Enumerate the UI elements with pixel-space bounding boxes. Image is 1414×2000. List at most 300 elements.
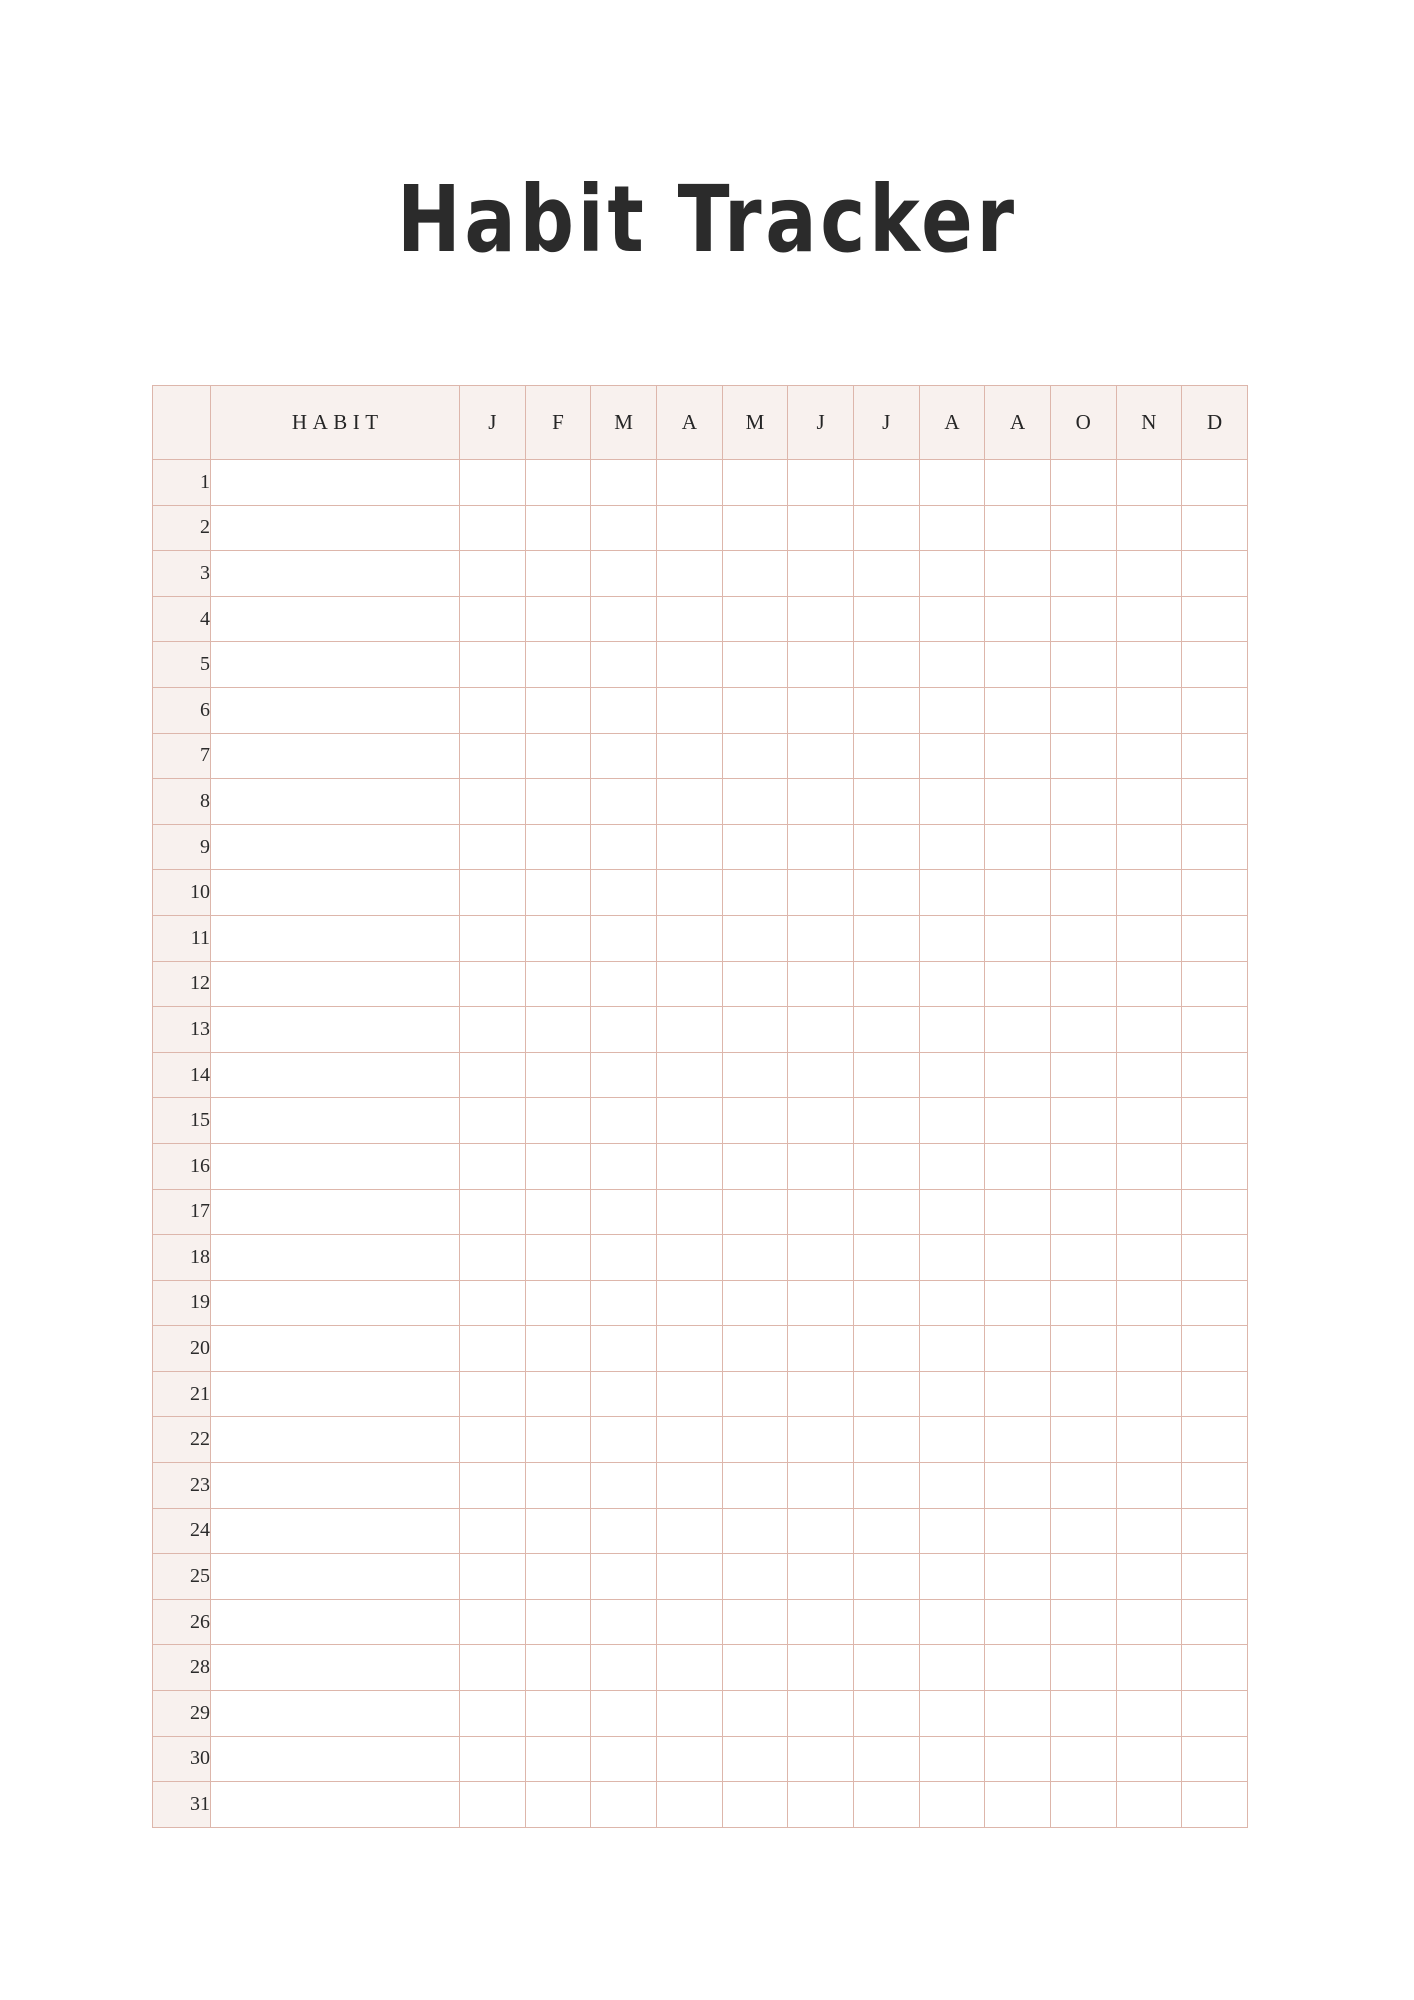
habit-check-cell[interactable] xyxy=(985,1098,1051,1144)
habit-check-cell[interactable] xyxy=(788,779,854,825)
habit-check-cell[interactable] xyxy=(853,1098,919,1144)
habit-check-cell[interactable] xyxy=(853,961,919,1007)
habit-check-cell[interactable] xyxy=(1050,1143,1116,1189)
habit-check-cell[interactable] xyxy=(1050,915,1116,961)
habit-check-cell[interactable] xyxy=(853,551,919,597)
habit-check-cell[interactable] xyxy=(656,915,722,961)
habit-check-cell[interactable] xyxy=(1182,687,1248,733)
habit-check-cell[interactable] xyxy=(919,915,985,961)
habit-name-input-cell[interactable] xyxy=(211,961,460,1007)
habit-check-cell[interactable] xyxy=(788,1189,854,1235)
habit-check-cell[interactable] xyxy=(460,1052,526,1098)
habit-check-cell[interactable] xyxy=(722,505,788,551)
habit-check-cell[interactable] xyxy=(656,687,722,733)
habit-check-cell[interactable] xyxy=(591,1280,657,1326)
habit-check-cell[interactable] xyxy=(1050,1463,1116,1509)
habit-check-cell[interactable] xyxy=(985,1736,1051,1782)
habit-name-input-cell[interactable] xyxy=(211,1554,460,1600)
habit-check-cell[interactable] xyxy=(722,779,788,825)
habit-check-cell[interactable] xyxy=(985,1143,1051,1189)
habit-check-cell[interactable] xyxy=(525,505,591,551)
habit-check-cell[interactable] xyxy=(591,1326,657,1372)
habit-check-cell[interactable] xyxy=(1182,460,1248,506)
habit-check-cell[interactable] xyxy=(460,1645,526,1691)
habit-check-cell[interactable] xyxy=(656,1189,722,1235)
habit-check-cell[interactable] xyxy=(985,596,1051,642)
habit-check-cell[interactable] xyxy=(591,1052,657,1098)
habit-check-cell[interactable] xyxy=(919,551,985,597)
habit-check-cell[interactable] xyxy=(985,1235,1051,1281)
habit-check-cell[interactable] xyxy=(985,1463,1051,1509)
habit-check-cell[interactable] xyxy=(460,1189,526,1235)
habit-check-cell[interactable] xyxy=(591,1463,657,1509)
habit-check-cell[interactable] xyxy=(985,1508,1051,1554)
habit-check-cell[interactable] xyxy=(853,1052,919,1098)
habit-check-cell[interactable] xyxy=(919,1599,985,1645)
habit-check-cell[interactable] xyxy=(1182,779,1248,825)
habit-check-cell[interactable] xyxy=(1050,1098,1116,1144)
habit-check-cell[interactable] xyxy=(1182,1280,1248,1326)
habit-check-cell[interactable] xyxy=(525,687,591,733)
habit-check-cell[interactable] xyxy=(985,1782,1051,1828)
habit-check-cell[interactable] xyxy=(460,1463,526,1509)
habit-check-cell[interactable] xyxy=(525,1599,591,1645)
habit-check-cell[interactable] xyxy=(591,1417,657,1463)
habit-check-cell[interactable] xyxy=(525,1463,591,1509)
habit-check-cell[interactable] xyxy=(460,824,526,870)
habit-name-input-cell[interactable] xyxy=(211,505,460,551)
habit-check-cell[interactable] xyxy=(1182,733,1248,779)
habit-check-cell[interactable] xyxy=(460,1554,526,1600)
habit-check-cell[interactable] xyxy=(591,779,657,825)
habit-check-cell[interactable] xyxy=(1050,1554,1116,1600)
habit-name-input-cell[interactable] xyxy=(211,1098,460,1144)
habit-check-cell[interactable] xyxy=(1182,1645,1248,1691)
habit-check-cell[interactable] xyxy=(525,460,591,506)
habit-check-cell[interactable] xyxy=(460,1417,526,1463)
habit-name-input-cell[interactable] xyxy=(211,1235,460,1281)
habit-check-cell[interactable] xyxy=(1050,1691,1116,1737)
habit-check-cell[interactable] xyxy=(919,779,985,825)
habit-check-cell[interactable] xyxy=(591,1508,657,1554)
habit-check-cell[interactable] xyxy=(656,1326,722,1372)
habit-check-cell[interactable] xyxy=(853,1007,919,1053)
habit-check-cell[interactable] xyxy=(591,460,657,506)
habit-check-cell[interactable] xyxy=(788,824,854,870)
habit-name-input-cell[interactable] xyxy=(211,1371,460,1417)
habit-check-cell[interactable] xyxy=(1116,687,1182,733)
habit-check-cell[interactable] xyxy=(853,824,919,870)
habit-check-cell[interactable] xyxy=(525,1143,591,1189)
habit-check-cell[interactable] xyxy=(919,1098,985,1144)
habit-name-input-cell[interactable] xyxy=(211,642,460,688)
habit-check-cell[interactable] xyxy=(460,460,526,506)
habit-check-cell[interactable] xyxy=(985,1189,1051,1235)
habit-check-cell[interactable] xyxy=(1116,1463,1182,1509)
habit-check-cell[interactable] xyxy=(1050,460,1116,506)
habit-check-cell[interactable] xyxy=(656,551,722,597)
habit-check-cell[interactable] xyxy=(1116,824,1182,870)
habit-check-cell[interactable] xyxy=(722,1691,788,1737)
habit-check-cell[interactable] xyxy=(460,1326,526,1372)
habit-check-cell[interactable] xyxy=(985,1691,1051,1737)
habit-check-cell[interactable] xyxy=(788,1508,854,1554)
habit-name-input-cell[interactable] xyxy=(211,1417,460,1463)
habit-check-cell[interactable] xyxy=(460,1098,526,1144)
habit-check-cell[interactable] xyxy=(1182,824,1248,870)
habit-check-cell[interactable] xyxy=(919,1736,985,1782)
habit-check-cell[interactable] xyxy=(919,870,985,916)
habit-check-cell[interactable] xyxy=(1116,596,1182,642)
habit-check-cell[interactable] xyxy=(919,1235,985,1281)
habit-check-cell[interactable] xyxy=(985,824,1051,870)
habit-check-cell[interactable] xyxy=(919,1189,985,1235)
habit-check-cell[interactable] xyxy=(1116,1736,1182,1782)
habit-check-cell[interactable] xyxy=(985,1007,1051,1053)
habit-check-cell[interactable] xyxy=(788,961,854,1007)
habit-check-cell[interactable] xyxy=(525,1417,591,1463)
habit-check-cell[interactable] xyxy=(591,1736,657,1782)
habit-name-input-cell[interactable] xyxy=(211,1599,460,1645)
habit-check-cell[interactable] xyxy=(722,1143,788,1189)
habit-check-cell[interactable] xyxy=(722,870,788,916)
habit-check-cell[interactable] xyxy=(525,1691,591,1737)
habit-check-cell[interactable] xyxy=(591,1371,657,1417)
habit-check-cell[interactable] xyxy=(788,1143,854,1189)
habit-check-cell[interactable] xyxy=(525,551,591,597)
habit-check-cell[interactable] xyxy=(722,1417,788,1463)
habit-check-cell[interactable] xyxy=(722,1235,788,1281)
habit-check-cell[interactable] xyxy=(919,961,985,1007)
habit-check-cell[interactable] xyxy=(591,1143,657,1189)
habit-check-cell[interactable] xyxy=(460,642,526,688)
habit-check-cell[interactable] xyxy=(1116,1554,1182,1600)
habit-check-cell[interactable] xyxy=(853,1645,919,1691)
habit-check-cell[interactable] xyxy=(788,1782,854,1828)
habit-check-cell[interactable] xyxy=(1182,1463,1248,1509)
habit-check-cell[interactable] xyxy=(525,1326,591,1372)
habit-name-input-cell[interactable] xyxy=(211,596,460,642)
habit-check-cell[interactable] xyxy=(919,1007,985,1053)
habit-check-cell[interactable] xyxy=(722,1007,788,1053)
habit-check-cell[interactable] xyxy=(525,1098,591,1144)
habit-check-cell[interactable] xyxy=(1116,551,1182,597)
habit-check-cell[interactable] xyxy=(656,1052,722,1098)
habit-check-cell[interactable] xyxy=(722,1554,788,1600)
habit-check-cell[interactable] xyxy=(656,505,722,551)
habit-check-cell[interactable] xyxy=(1116,1007,1182,1053)
habit-check-cell[interactable] xyxy=(525,1007,591,1053)
habit-check-cell[interactable] xyxy=(1182,1508,1248,1554)
habit-check-cell[interactable] xyxy=(788,1463,854,1509)
habit-check-cell[interactable] xyxy=(1050,1326,1116,1372)
habit-check-cell[interactable] xyxy=(1116,1235,1182,1281)
habit-check-cell[interactable] xyxy=(656,1736,722,1782)
habit-check-cell[interactable] xyxy=(1116,1098,1182,1144)
habit-check-cell[interactable] xyxy=(656,1371,722,1417)
habit-check-cell[interactable] xyxy=(919,733,985,779)
habit-check-cell[interactable] xyxy=(722,1508,788,1554)
habit-check-cell[interactable] xyxy=(919,1280,985,1326)
habit-check-cell[interactable] xyxy=(1050,1645,1116,1691)
habit-check-cell[interactable] xyxy=(591,1782,657,1828)
habit-name-input-cell[interactable] xyxy=(211,687,460,733)
habit-check-cell[interactable] xyxy=(722,1052,788,1098)
habit-check-cell[interactable] xyxy=(656,1007,722,1053)
habit-check-cell[interactable] xyxy=(591,1691,657,1737)
habit-check-cell[interactable] xyxy=(919,1143,985,1189)
habit-check-cell[interactable] xyxy=(853,1417,919,1463)
habit-check-cell[interactable] xyxy=(1116,1280,1182,1326)
habit-check-cell[interactable] xyxy=(919,1691,985,1737)
habit-check-cell[interactable] xyxy=(788,1007,854,1053)
habit-check-cell[interactable] xyxy=(853,1736,919,1782)
habit-check-cell[interactable] xyxy=(1050,1235,1116,1281)
habit-check-cell[interactable] xyxy=(525,1189,591,1235)
habit-check-cell[interactable] xyxy=(853,642,919,688)
habit-check-cell[interactable] xyxy=(1050,1599,1116,1645)
habit-check-cell[interactable] xyxy=(460,733,526,779)
habit-check-cell[interactable] xyxy=(1182,1736,1248,1782)
habit-check-cell[interactable] xyxy=(1116,870,1182,916)
habit-check-cell[interactable] xyxy=(525,642,591,688)
habit-check-cell[interactable] xyxy=(525,1782,591,1828)
habit-check-cell[interactable] xyxy=(722,1782,788,1828)
habit-check-cell[interactable] xyxy=(853,733,919,779)
habit-check-cell[interactable] xyxy=(788,1098,854,1144)
habit-check-cell[interactable] xyxy=(591,1189,657,1235)
habit-check-cell[interactable] xyxy=(853,1235,919,1281)
habit-check-cell[interactable] xyxy=(1182,551,1248,597)
habit-check-cell[interactable] xyxy=(788,915,854,961)
habit-check-cell[interactable] xyxy=(656,1417,722,1463)
habit-check-cell[interactable] xyxy=(460,1599,526,1645)
habit-check-cell[interactable] xyxy=(656,460,722,506)
habit-check-cell[interactable] xyxy=(788,551,854,597)
habit-check-cell[interactable] xyxy=(591,642,657,688)
habit-check-cell[interactable] xyxy=(460,505,526,551)
habit-check-cell[interactable] xyxy=(1050,687,1116,733)
habit-name-input-cell[interactable] xyxy=(211,1007,460,1053)
habit-check-cell[interactable] xyxy=(1116,1599,1182,1645)
habit-check-cell[interactable] xyxy=(656,1143,722,1189)
habit-check-cell[interactable] xyxy=(1116,642,1182,688)
habit-check-cell[interactable] xyxy=(525,1371,591,1417)
habit-check-cell[interactable] xyxy=(460,870,526,916)
habit-check-cell[interactable] xyxy=(1182,1143,1248,1189)
habit-check-cell[interactable] xyxy=(656,961,722,1007)
habit-check-cell[interactable] xyxy=(985,1052,1051,1098)
habit-check-cell[interactable] xyxy=(591,870,657,916)
habit-check-cell[interactable] xyxy=(853,687,919,733)
habit-check-cell[interactable] xyxy=(919,596,985,642)
habit-check-cell[interactable] xyxy=(788,1371,854,1417)
habit-check-cell[interactable] xyxy=(788,1599,854,1645)
habit-check-cell[interactable] xyxy=(1116,961,1182,1007)
habit-check-cell[interactable] xyxy=(460,1736,526,1782)
habit-check-cell[interactable] xyxy=(722,915,788,961)
habit-check-cell[interactable] xyxy=(985,1326,1051,1372)
habit-check-cell[interactable] xyxy=(919,460,985,506)
habit-check-cell[interactable] xyxy=(853,1280,919,1326)
habit-check-cell[interactable] xyxy=(1182,505,1248,551)
habit-check-cell[interactable] xyxy=(1182,870,1248,916)
habit-check-cell[interactable] xyxy=(460,1280,526,1326)
habit-check-cell[interactable] xyxy=(1116,733,1182,779)
habit-check-cell[interactable] xyxy=(525,915,591,961)
habit-check-cell[interactable] xyxy=(985,1554,1051,1600)
habit-check-cell[interactable] xyxy=(656,1691,722,1737)
habit-check-cell[interactable] xyxy=(1050,642,1116,688)
habit-check-cell[interactable] xyxy=(1182,1007,1248,1053)
habit-check-cell[interactable] xyxy=(1182,1235,1248,1281)
habit-check-cell[interactable] xyxy=(656,1508,722,1554)
habit-name-input-cell[interactable] xyxy=(211,915,460,961)
habit-check-cell[interactable] xyxy=(853,1599,919,1645)
habit-check-cell[interactable] xyxy=(1116,915,1182,961)
habit-check-cell[interactable] xyxy=(722,1645,788,1691)
habit-check-cell[interactable] xyxy=(1050,961,1116,1007)
habit-check-cell[interactable] xyxy=(460,1782,526,1828)
habit-check-cell[interactable] xyxy=(853,1371,919,1417)
habit-check-cell[interactable] xyxy=(985,961,1051,1007)
habit-name-input-cell[interactable] xyxy=(211,733,460,779)
habit-check-cell[interactable] xyxy=(591,915,657,961)
habit-check-cell[interactable] xyxy=(591,551,657,597)
habit-check-cell[interactable] xyxy=(460,596,526,642)
habit-check-cell[interactable] xyxy=(722,1189,788,1235)
habit-check-cell[interactable] xyxy=(656,1782,722,1828)
habit-check-cell[interactable] xyxy=(853,505,919,551)
habit-check-cell[interactable] xyxy=(1050,733,1116,779)
habit-name-input-cell[interactable] xyxy=(211,824,460,870)
habit-check-cell[interactable] xyxy=(656,1645,722,1691)
habit-check-cell[interactable] xyxy=(1182,1371,1248,1417)
habit-check-cell[interactable] xyxy=(722,596,788,642)
habit-check-cell[interactable] xyxy=(1050,779,1116,825)
habit-check-cell[interactable] xyxy=(1116,505,1182,551)
habit-check-cell[interactable] xyxy=(460,1371,526,1417)
habit-check-cell[interactable] xyxy=(460,1007,526,1053)
habit-check-cell[interactable] xyxy=(985,687,1051,733)
habit-check-cell[interactable] xyxy=(985,505,1051,551)
habit-check-cell[interactable] xyxy=(788,460,854,506)
habit-check-cell[interactable] xyxy=(656,596,722,642)
habit-check-cell[interactable] xyxy=(525,1235,591,1281)
habit-check-cell[interactable] xyxy=(919,1326,985,1372)
habit-check-cell[interactable] xyxy=(788,733,854,779)
habit-check-cell[interactable] xyxy=(460,687,526,733)
habit-check-cell[interactable] xyxy=(525,870,591,916)
habit-check-cell[interactable] xyxy=(919,1554,985,1600)
habit-check-cell[interactable] xyxy=(656,642,722,688)
habit-name-input-cell[interactable] xyxy=(211,1463,460,1509)
habit-check-cell[interactable] xyxy=(460,961,526,1007)
habit-check-cell[interactable] xyxy=(1116,1691,1182,1737)
habit-check-cell[interactable] xyxy=(1050,1417,1116,1463)
habit-check-cell[interactable] xyxy=(656,1463,722,1509)
habit-check-cell[interactable] xyxy=(1050,1782,1116,1828)
habit-check-cell[interactable] xyxy=(1182,1326,1248,1372)
habit-check-cell[interactable] xyxy=(656,870,722,916)
habit-check-cell[interactable] xyxy=(1050,596,1116,642)
habit-check-cell[interactable] xyxy=(1116,1371,1182,1417)
habit-check-cell[interactable] xyxy=(460,1508,526,1554)
habit-name-input-cell[interactable] xyxy=(211,1645,460,1691)
habit-check-cell[interactable] xyxy=(985,779,1051,825)
habit-name-input-cell[interactable] xyxy=(211,1326,460,1372)
habit-check-cell[interactable] xyxy=(722,1736,788,1782)
habit-check-cell[interactable] xyxy=(788,870,854,916)
habit-check-cell[interactable] xyxy=(722,687,788,733)
habit-check-cell[interactable] xyxy=(985,1599,1051,1645)
habit-check-cell[interactable] xyxy=(525,779,591,825)
habit-name-input-cell[interactable] xyxy=(211,1782,460,1828)
habit-check-cell[interactable] xyxy=(985,1371,1051,1417)
habit-check-cell[interactable] xyxy=(460,1143,526,1189)
habit-check-cell[interactable] xyxy=(1182,1782,1248,1828)
habit-check-cell[interactable] xyxy=(788,1235,854,1281)
habit-check-cell[interactable] xyxy=(1182,596,1248,642)
habit-check-cell[interactable] xyxy=(1182,1052,1248,1098)
habit-check-cell[interactable] xyxy=(1116,1782,1182,1828)
habit-name-input-cell[interactable] xyxy=(211,1052,460,1098)
habit-check-cell[interactable] xyxy=(722,1098,788,1144)
habit-check-cell[interactable] xyxy=(525,1554,591,1600)
habit-check-cell[interactable] xyxy=(525,1736,591,1782)
habit-check-cell[interactable] xyxy=(1182,1691,1248,1737)
habit-check-cell[interactable] xyxy=(591,1098,657,1144)
habit-check-cell[interactable] xyxy=(788,1736,854,1782)
habit-check-cell[interactable] xyxy=(1182,961,1248,1007)
habit-check-cell[interactable] xyxy=(591,505,657,551)
habit-name-input-cell[interactable] xyxy=(211,460,460,506)
habit-check-cell[interactable] xyxy=(919,1417,985,1463)
habit-check-cell[interactable] xyxy=(525,1280,591,1326)
habit-check-cell[interactable] xyxy=(1050,505,1116,551)
habit-check-cell[interactable] xyxy=(1182,1189,1248,1235)
habit-check-cell[interactable] xyxy=(1116,779,1182,825)
habit-check-cell[interactable] xyxy=(525,596,591,642)
habit-check-cell[interactable] xyxy=(853,460,919,506)
habit-check-cell[interactable] xyxy=(656,1599,722,1645)
habit-check-cell[interactable] xyxy=(1182,1417,1248,1463)
habit-check-cell[interactable] xyxy=(853,1326,919,1372)
habit-name-input-cell[interactable] xyxy=(211,870,460,916)
habit-check-cell[interactable] xyxy=(591,824,657,870)
habit-check-cell[interactable] xyxy=(656,1235,722,1281)
habit-check-cell[interactable] xyxy=(985,1417,1051,1463)
habit-check-cell[interactable] xyxy=(591,1645,657,1691)
habit-check-cell[interactable] xyxy=(853,1189,919,1235)
habit-check-cell[interactable] xyxy=(722,1280,788,1326)
habit-check-cell[interactable] xyxy=(853,779,919,825)
habit-check-cell[interactable] xyxy=(722,824,788,870)
habit-check-cell[interactable] xyxy=(853,1463,919,1509)
habit-check-cell[interactable] xyxy=(1116,1189,1182,1235)
habit-check-cell[interactable] xyxy=(853,915,919,961)
habit-check-cell[interactable] xyxy=(919,687,985,733)
habit-check-cell[interactable] xyxy=(525,961,591,1007)
habit-check-cell[interactable] xyxy=(656,1280,722,1326)
habit-check-cell[interactable] xyxy=(1182,1554,1248,1600)
habit-check-cell[interactable] xyxy=(853,870,919,916)
habit-check-cell[interactable] xyxy=(1116,1645,1182,1691)
habit-check-cell[interactable] xyxy=(788,505,854,551)
habit-name-input-cell[interactable] xyxy=(211,1691,460,1737)
habit-check-cell[interactable] xyxy=(985,915,1051,961)
habit-check-cell[interactable] xyxy=(919,1645,985,1691)
